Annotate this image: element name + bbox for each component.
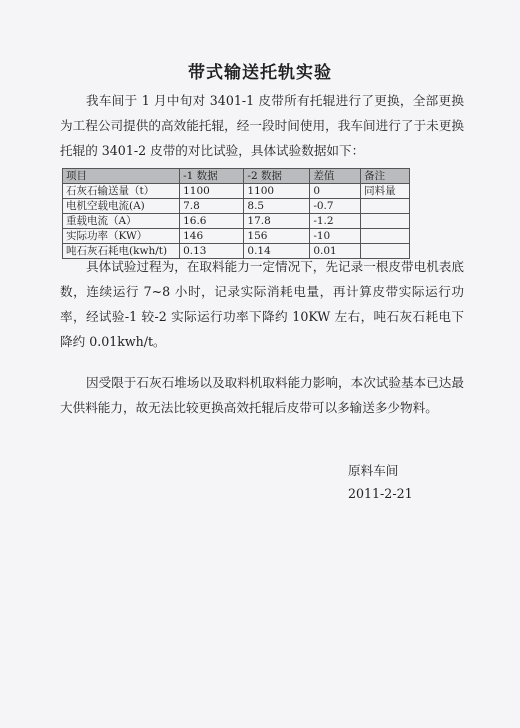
table-cell: 重载电流（A） xyxy=(63,214,180,229)
signature-date: 2011-2-21 xyxy=(348,486,413,501)
table-cell: 同料量 xyxy=(361,184,410,199)
paragraph-limitation: 因受限于石灰石堆场以及取料机取料能力影响，本次试验基本已达最大供料能力，故无法比较更换高效托辊后皮带可以多输送多少物料。 xyxy=(60,375,464,415)
table-cell: 实际功率（KW） xyxy=(63,229,180,244)
paragraph-process: 具体试验过程为，在取料能力一定情况下，先记录一根皮带电机表底数，连续运行 7~8 小时，记录实际消耗电量，再计算皮带实际运行功率，经试验-1 较-2 实际运行功率下降约 10KW 左右，吨石灰石耗电下降约 0.01kwh/t。 xyxy=(60,259,464,349)
table-cell: 0 xyxy=(310,184,361,199)
table-row xyxy=(63,229,410,244)
table-cell: 0.13 xyxy=(180,244,244,259)
table-cell: 1100 xyxy=(180,184,244,199)
table-row xyxy=(63,199,410,214)
table-cell xyxy=(361,214,410,229)
table-header-cell: -2 数据 xyxy=(244,169,310,184)
table-cell: -0.7 xyxy=(310,199,361,214)
document-title: 带式输送托轨实验 xyxy=(188,63,332,83)
table-cell: 17.8 xyxy=(244,214,310,229)
table-cell xyxy=(361,229,410,244)
table-header-row xyxy=(63,169,410,184)
table-header-cell: 备注 xyxy=(361,169,410,184)
table-cell: 电机空载电流(A) xyxy=(63,199,180,214)
table-cell: 0.01 xyxy=(310,244,361,259)
paragraph-intro: 我车间于 1 月中旬对 3401-1 皮带所有托辊进行了更换，全部更换为工程公司提供的高效能托辊，经一段时间使用，我车间进行了于未更换托辊的 3401-2 皮带的对比试验，具体试验数据如下： xyxy=(60,93,464,158)
table-cell: -1.2 xyxy=(310,214,361,229)
test-data-table xyxy=(62,168,410,259)
table-cell: 146 xyxy=(180,229,244,244)
table-row xyxy=(63,184,410,199)
table-cell: 0.14 xyxy=(244,244,310,259)
table-cell: 16.6 xyxy=(180,214,244,229)
table-cell xyxy=(361,199,410,214)
table-header-cell: 差值 xyxy=(310,169,361,184)
table-cell: 8.5 xyxy=(244,199,310,214)
table-cell: 156 xyxy=(244,229,310,244)
table-header-cell: 项目 xyxy=(63,169,180,184)
table-cell: 7.8 xyxy=(180,199,244,214)
table-cell: 吨石灰石耗电(kwh/t) xyxy=(63,244,180,259)
table-cell: -10 xyxy=(310,229,361,244)
table-header-cell: -1 数据 xyxy=(180,169,244,184)
signature-department: 原料车间 xyxy=(348,463,399,478)
table-row xyxy=(63,214,410,229)
table-cell: 石灰石输送量（t） xyxy=(63,184,180,199)
table-cell: 1100 xyxy=(244,184,310,199)
